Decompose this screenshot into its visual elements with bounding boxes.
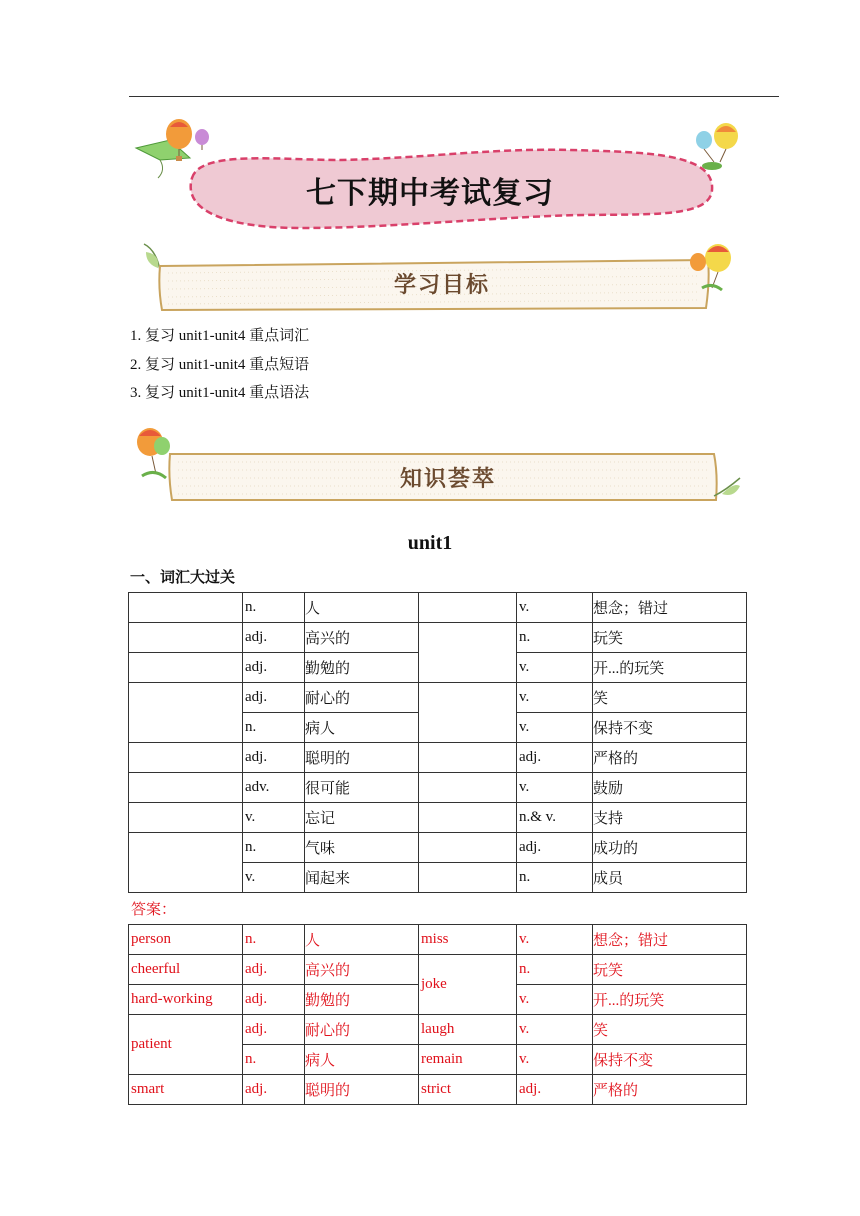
word-cell: laugh — [419, 1015, 517, 1045]
section-subhead: 一、词汇大过关 — [130, 568, 236, 586]
meaning-cell: 忘记 — [305, 803, 419, 833]
meaning-cell: 严格的 — [593, 1075, 747, 1105]
goal-item: 3. 复习 unit1-unit4 重点语法 — [130, 385, 310, 401]
pos-cell: adj. — [243, 623, 305, 653]
table-row — [129, 623, 747, 653]
pos-cell: n. — [243, 925, 305, 955]
meaning-cell: 鼓励 — [593, 773, 747, 803]
meaning-cell: 支持 — [593, 803, 747, 833]
vocab-table — [128, 592, 747, 893]
leaf-icon — [144, 244, 160, 270]
table-row — [129, 925, 747, 955]
pos-cell: adj. — [243, 955, 305, 985]
pos-cell: adj. — [243, 743, 305, 773]
meaning-cell: 聪明的 — [305, 743, 419, 773]
word-blank[interactable] — [419, 863, 517, 893]
pos-cell: v. — [243, 863, 305, 893]
meaning-cell: 开...的玩笑 — [593, 653, 747, 683]
table-row — [129, 773, 747, 803]
pos-cell: n. — [517, 955, 593, 985]
word-cell: cheerful — [129, 955, 243, 985]
meaning-cell: 玩笑 — [593, 955, 747, 985]
pos-cell: n. — [243, 713, 305, 743]
balloon-icon — [696, 123, 738, 170]
table-row — [129, 743, 747, 773]
pos-cell: n. — [243, 1045, 305, 1075]
meaning-cell: 成功的 — [593, 833, 747, 863]
header-rule — [129, 96, 779, 97]
pos-cell: v. — [517, 713, 593, 743]
leaf-icon — [714, 478, 740, 496]
pos-cell: adj. — [243, 1015, 305, 1045]
table-row — [129, 1015, 747, 1045]
pos-cell: v. — [517, 683, 593, 713]
pos-cell: adj. — [517, 1075, 593, 1105]
word-blank[interactable] — [419, 743, 517, 773]
word-cell: remain — [419, 1045, 517, 1075]
meaning-cell: 很可能 — [305, 773, 419, 803]
word-cell: joke — [419, 955, 517, 1015]
pos-cell: adj. — [243, 653, 305, 683]
meaning-cell: 想念；错过 — [593, 593, 747, 623]
table-row — [129, 1075, 747, 1105]
pos-cell: v. — [517, 593, 593, 623]
word-blank[interactable] — [129, 683, 243, 743]
word-blank[interactable] — [419, 593, 517, 623]
meaning-cell: 人 — [305, 593, 419, 623]
meaning-cell: 保持不变 — [593, 1045, 747, 1075]
pos-cell: adj. — [243, 1075, 305, 1105]
balloon-icon — [137, 428, 170, 478]
unit-title: unit1 — [407, 532, 453, 554]
meaning-cell: 病人 — [305, 1045, 419, 1075]
goals-list — [130, 322, 309, 408]
word-blank[interactable] — [419, 803, 517, 833]
knowledge-label: 知识荟萃 — [400, 467, 497, 492]
pos-cell: adj. — [243, 985, 305, 1015]
pos-cell: v. — [517, 1045, 593, 1075]
meaning-cell: 闻起来 — [305, 863, 419, 893]
pos-cell: v. — [243, 803, 305, 833]
table-row — [129, 803, 747, 833]
meaning-cell: 聪明的 — [305, 1075, 419, 1105]
pos-cell: adj. — [517, 743, 593, 773]
meaning-cell: 成员 — [593, 863, 747, 893]
meaning-cell: 病人 — [305, 713, 419, 743]
answers-label: 答案： — [131, 900, 177, 918]
pos-cell: v. — [517, 925, 593, 955]
pos-cell: v. — [517, 653, 593, 683]
pos-cell: n. — [243, 593, 305, 623]
meaning-cell: 开...的玩笑 — [593, 985, 747, 1015]
meaning-cell: 保持不变 — [593, 713, 747, 743]
table-row — [129, 955, 747, 985]
pos-cell: adj. — [517, 833, 593, 863]
goal-item: 2. 复习 unit1-unit4 重点短语 — [130, 356, 310, 373]
goal-item: 1. 复习 unit1-unit4 重点词汇 — [130, 328, 310, 344]
table-row — [129, 833, 747, 863]
word-cell: miss — [419, 925, 517, 955]
meaning-cell: 耐心的 — [305, 1015, 419, 1045]
word-blank[interactable] — [129, 593, 243, 623]
word-blank[interactable] — [419, 833, 517, 863]
pos-cell: n. — [243, 833, 305, 863]
table-row — [129, 683, 747, 713]
pos-cell: n. — [517, 623, 593, 653]
pos-cell: n. — [517, 863, 593, 893]
word-blank[interactable] — [129, 743, 243, 773]
word-cell: strict — [419, 1075, 517, 1105]
word-cell: person — [129, 925, 243, 955]
word-blank[interactable] — [419, 683, 517, 743]
word-blank[interactable] — [419, 623, 517, 683]
page-title: 七下期中考试复习 — [306, 176, 554, 211]
table-row — [129, 593, 747, 623]
word-blank[interactable] — [129, 803, 243, 833]
pos-cell: adj. — [243, 683, 305, 713]
goals-label: 学习目标 — [394, 273, 491, 298]
word-blank[interactable] — [129, 653, 243, 683]
pos-cell: adv. — [243, 773, 305, 803]
meaning-cell: 严格的 — [593, 743, 747, 773]
meaning-cell: 玩笑 — [593, 623, 747, 653]
meaning-cell: 勤勉的 — [305, 985, 419, 1015]
meaning-cell: 高兴的 — [305, 955, 419, 985]
pos-cell: n.& v. — [517, 803, 593, 833]
word-blank[interactable] — [129, 773, 243, 803]
word-cell: patient — [129, 1015, 243, 1075]
pos-cell: v. — [517, 985, 593, 1015]
meaning-cell: 笑 — [593, 683, 747, 713]
meaning-cell: 高兴的 — [305, 623, 419, 653]
meaning-cell: 勤勉的 — [305, 653, 419, 683]
meaning-cell: 耐心的 — [305, 683, 419, 713]
meaning-cell: 笑 — [593, 1015, 747, 1045]
word-blank[interactable] — [129, 623, 243, 653]
pos-cell: v. — [517, 773, 593, 803]
meaning-cell: 想念；错过 — [593, 925, 747, 955]
pos-cell: v. — [517, 1015, 593, 1045]
word-blank[interactable] — [419, 773, 517, 803]
word-cell: smart — [129, 1075, 243, 1105]
word-cell: hard-working — [129, 985, 243, 1015]
meaning-cell: 人 — [305, 925, 419, 955]
meaning-cell: 气味 — [305, 833, 419, 863]
answer-table — [128, 924, 747, 1105]
word-blank[interactable] — [129, 833, 243, 893]
